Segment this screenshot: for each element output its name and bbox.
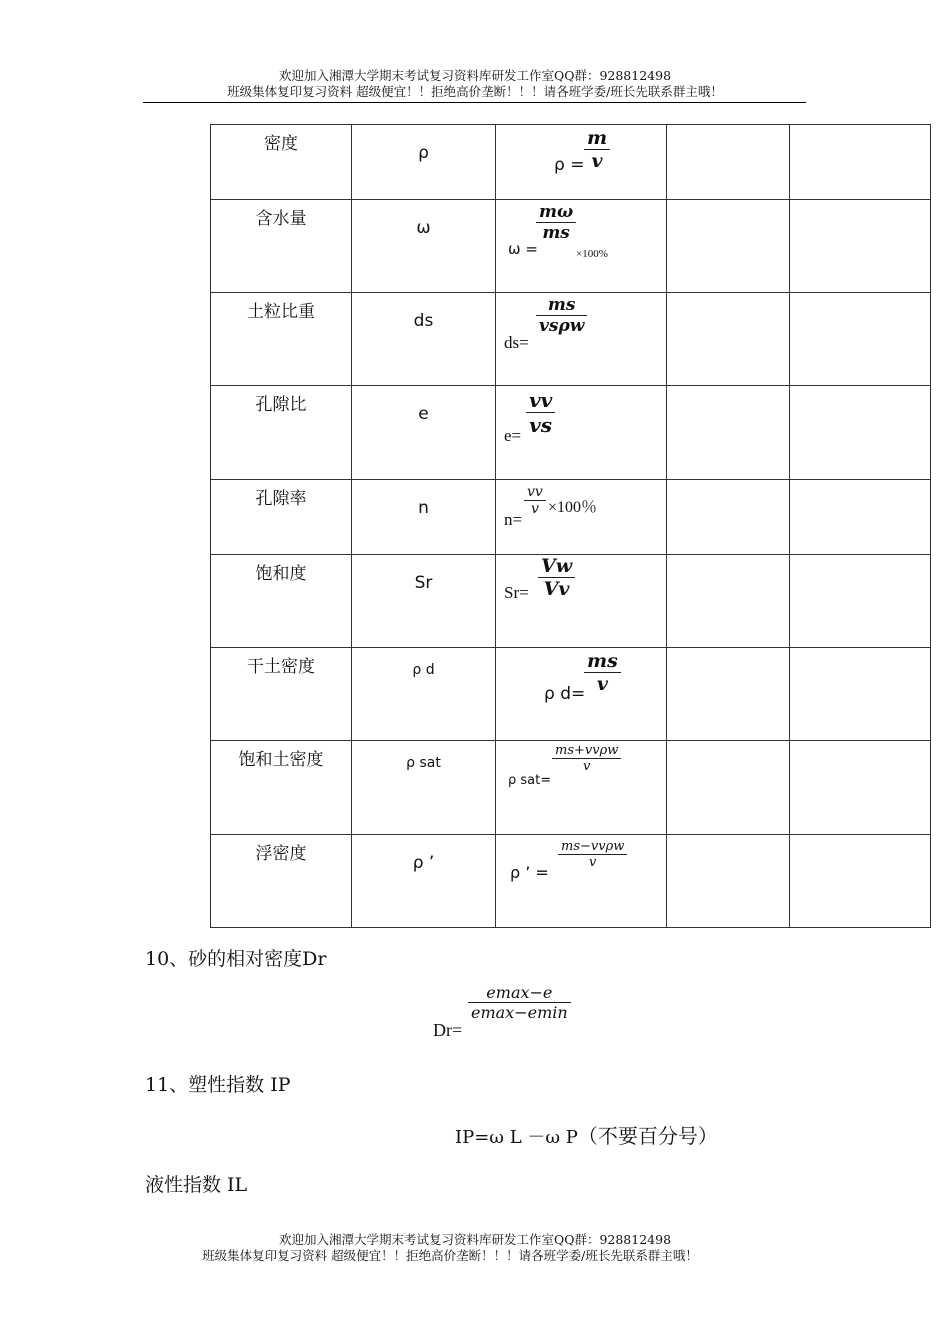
section-11-title: 11、塑性指数 IP bbox=[145, 1074, 291, 1096]
param-formula: ρ ’ = ms−vvρw v bbox=[496, 835, 667, 928]
footer-line-1: 欢迎加入湘潭大学期末考试复习资料库研发工作室QQ群：928812498 bbox=[278, 1232, 672, 1247]
header-divider bbox=[143, 102, 806, 103]
param-name: 密度 bbox=[264, 134, 298, 154]
table-row bbox=[211, 835, 931, 928]
header-line-2: 班级集体复印复习资料 超级便宜！！拒绝高价垄断！！！请各班学委/班长先联系群主哦！ bbox=[227, 84, 723, 99]
table-row bbox=[211, 648, 931, 741]
param-symbol: n bbox=[418, 498, 429, 518]
param-name: 干土密度 bbox=[247, 657, 315, 677]
param-formula: e= $\frac{vv}{vs}$ bbox=[496, 386, 667, 480]
param-symbol: ω bbox=[416, 218, 431, 238]
param-symbol: e bbox=[418, 404, 429, 424]
page-header bbox=[0, 68, 950, 100]
section-10-title: 10、砂的相对密度Dr bbox=[145, 948, 327, 970]
liquidity-index-title: 液性指数 IL bbox=[145, 1174, 248, 1196]
table-row bbox=[211, 200, 931, 293]
param-symbol: ds bbox=[413, 311, 434, 331]
table-row bbox=[211, 741, 931, 835]
table-row bbox=[211, 555, 931, 648]
param-name: 孔隙率 bbox=[255, 489, 307, 509]
param-symbol: ρ sat bbox=[406, 755, 441, 771]
soil-parameters-table bbox=[210, 124, 931, 928]
param-name: 孔隙比 bbox=[255, 395, 307, 415]
plasticity-index-formula: IP=ω L －ω P（不要百分号） bbox=[455, 1124, 718, 1148]
param-formula: ρ sat= ms+vvρw v bbox=[496, 741, 667, 835]
param-formula: n= $\frac{vv}{v}$ ×100％ bbox=[496, 480, 667, 555]
param-formula: Sr= $\frac{Vw}{Vv}$ bbox=[496, 555, 667, 648]
param-symbol: ρ ’ bbox=[412, 853, 435, 873]
table-row bbox=[211, 293, 931, 386]
param-formula: ω = $\frac{m\omega}{ms}$ ×100% bbox=[496, 200, 667, 293]
param-formula: ds= ms vsρw bbox=[496, 293, 667, 386]
table-row bbox=[211, 480, 931, 555]
table-row bbox=[211, 386, 931, 480]
param-name: 饱和土密度 bbox=[238, 750, 324, 770]
param-symbol: Sr bbox=[414, 573, 433, 593]
footer-line-2: 班级集体复印复习资料 超级便宜！！拒绝高价垄断！！！请各班学委/班长先联系群主哦！ bbox=[202, 1248, 698, 1263]
param-formula: ρ d= $\frac{ms}{v}$ bbox=[496, 648, 667, 741]
table-row bbox=[211, 125, 931, 200]
param-name: 土粒比重 bbox=[247, 302, 315, 322]
param-symbol: ρ bbox=[418, 143, 429, 163]
param-name: 含水量 bbox=[255, 209, 307, 229]
param-name: 饱和度 bbox=[255, 564, 307, 584]
param-symbol: ρ d bbox=[412, 662, 435, 678]
page-footer bbox=[0, 1232, 950, 1264]
param-formula: ρ = $\frac{m}{v}$ bbox=[496, 125, 667, 200]
param-name: 浮密度 bbox=[255, 844, 307, 864]
header-line-1: 欢迎加入湘潭大学期末考试复习资料库研发工作室QQ群：928812498 bbox=[278, 68, 672, 83]
